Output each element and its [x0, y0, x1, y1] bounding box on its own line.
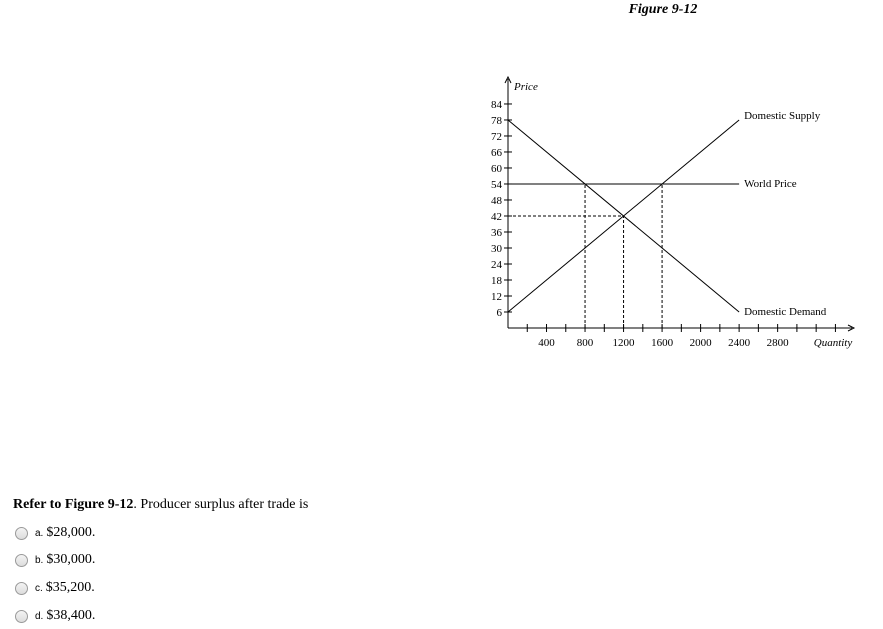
option-value: $38,400.	[46, 608, 96, 623]
y-tick-label: 24	[491, 258, 502, 271]
figure-title: Figure 9-12	[628, 2, 698, 17]
y-tick-label: 66	[491, 146, 502, 159]
y-tick-label: 72	[491, 130, 502, 143]
option-letter: a.	[35, 527, 44, 539]
radio-button-b[interactable]	[15, 554, 28, 567]
x-tick-label: 2000	[689, 337, 712, 349]
option-a[interactable]	[15, 524, 95, 542]
y-axis-title: Price	[514, 81, 538, 93]
question-ref-figure: Figure 9-12	[64, 497, 134, 512]
option-letter: b.	[35, 554, 44, 566]
y-tick-label: 6	[496, 306, 502, 319]
y-tick-label: 36	[491, 226, 502, 239]
radio-button-a[interactable]	[15, 527, 28, 540]
option-value: $28,000.	[46, 525, 96, 540]
series-label: Domestic Supply	[744, 109, 821, 122]
y-tick-label: 18	[491, 274, 502, 287]
x-tick-label: 800	[576, 337, 594, 349]
x-tick-label: 2800	[766, 337, 789, 349]
option-value: $35,200.	[45, 580, 95, 595]
series-label: Domestic Demand	[744, 305, 827, 318]
radio-button-d[interactable]	[15, 610, 28, 623]
x-axis-title: Quantity	[813, 337, 853, 349]
y-tick-label: 30	[491, 242, 502, 255]
y-tick-label: 84	[491, 98, 502, 111]
y-tick-label: 12	[491, 290, 502, 303]
option-d[interactable]	[15, 607, 95, 625]
option-letter: d.	[35, 610, 44, 622]
x-tick-label: 2400	[728, 337, 751, 349]
y-tick-label: 78	[491, 114, 502, 127]
y-tick-label: 60	[491, 162, 502, 175]
series-label: World Price	[744, 177, 797, 190]
y-tick-label: 42	[491, 210, 502, 223]
option-b[interactable]	[15, 551, 95, 569]
question-text	[13, 497, 308, 513]
y-tick-label: 48	[491, 194, 502, 207]
radio-button-c[interactable]	[15, 582, 28, 595]
question-ref-prefix: Refer to	[13, 497, 65, 512]
option-c[interactable]	[15, 579, 95, 597]
x-tick-label: 1200	[612, 337, 635, 349]
y-tick-label: 54	[491, 178, 502, 191]
x-tick-label: 400	[538, 337, 555, 349]
x-tick-label: 1600	[651, 337, 674, 349]
option-value: $30,000.	[46, 552, 96, 567]
question-body: . Producer surplus after trade is	[133, 497, 309, 512]
option-letter: c.	[35, 582, 43, 594]
